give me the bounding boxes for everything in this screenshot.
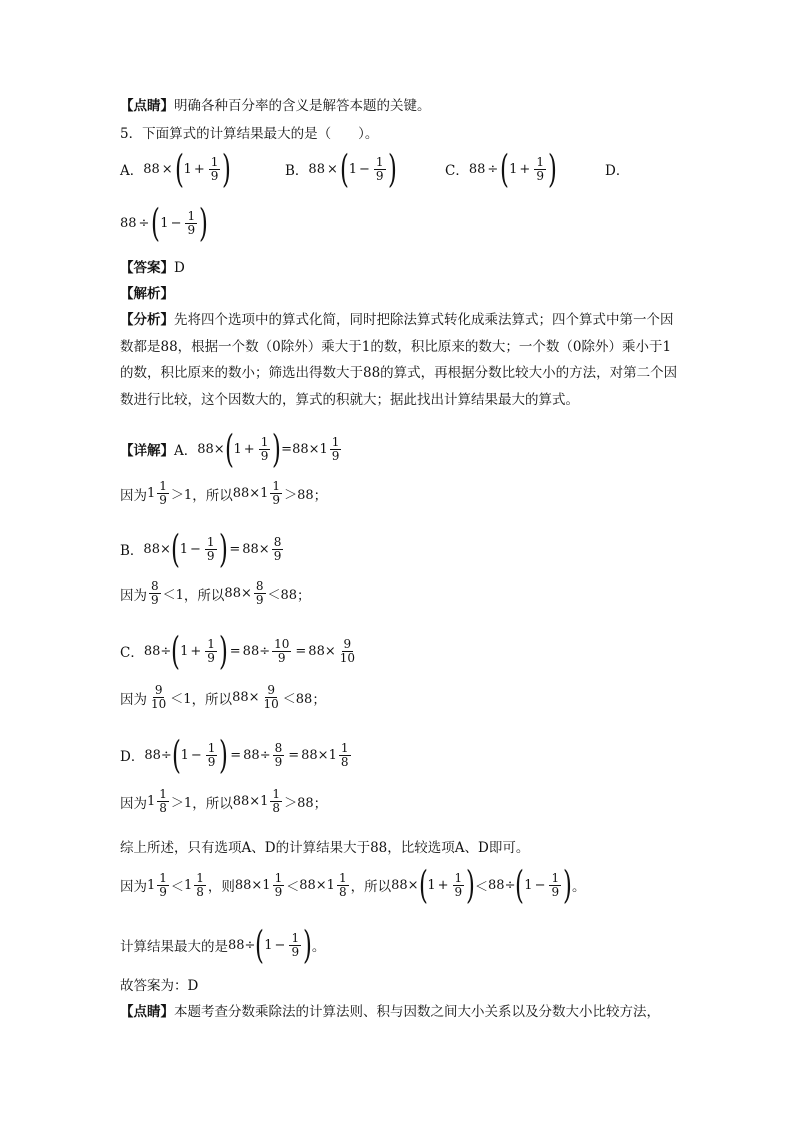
detail-c: C． 88÷ ( 1 + $\frac{1}{9}$ ) = 88÷ $\frac{10}{9}$ = 88× $\frac{9}{10}$ [120,629,356,673]
detail-a-compare: 因为 1 $\frac{1}{9}$ ＞1 ，所以 88×1 $\frac{1}{9}$ ＞88 ； [120,479,328,507]
option-a: A． 88 × ( 1 + $\frac{1}{9}$ ) [120,147,232,191]
note: 【点睛】本题考查分数乘除法的计算法则、积与因数之间大小关系以及分数大小比较方法， [120,1004,660,1020]
answer: 【答案】D [120,260,185,276]
final-answer: 故答案为：D [120,978,199,994]
detail-b-compare: 因为 $\frac{8}{9}$ ＜1 ，所以 88× $\frac{8}{9}$ ＜88 ； [120,579,311,607]
compare-line: 因为 1 $\frac{1}{9}$ ＜ 1 $\frac{1}{8}$ ，则 88×1 $\frac{1}{9}$ ＜ 88×1 $\frac{1}{8}$ ，所以 88× ( 1 + $\frac{1}{9}$ ) ＜ 88÷ ( 1 − $\frac{1}{9}$ ) 。 [120,863,586,907]
prev-note: 【点睛】明确各种百分率的含义是解答本题的关键。 [120,98,431,114]
option-d-expression: 88 ÷ ( 1 − $\frac{1}{9}$ ) [120,201,208,245]
option-c: C． 88 ÷ ( 1 + $\frac{1}{9}$ ) [445,147,557,191]
summary: 综上所述，只有选项A、D的计算结果大于88，比较选项A、D即可。 [120,840,530,856]
detail-b: B． 88× ( 1 − $\frac{1}{9}$ ) = 88× $\frac{8}{9}$ [120,527,282,571]
detail-c-compare: 因为 $\frac{9}{10}$ ＜1 ，所以 88× $\frac{9}{10}$ ＜88 ； [120,683,326,711]
analysis-heading: 【解析】 [120,286,174,302]
options-row [120,147,640,191]
option-d-label: D． [605,163,630,179]
question-5: 5．下面算式的计算结果最大的是（ ）。 [120,126,379,142]
analysis-paragraph: 【分析】先将四个选项中的算式化简，同时把除法算式转化成乘法算式；四个算式中第一个因数都是88，根据一个数（0除外）乘大于1的数，积比原来的数大；一个数（0除外）乘小于1的数，积比原来的数小；筛选出得数大于88的算式，再根据分数比较大小的方法，对第二个因数进行比较，这个因数大的，算式的积就大；据此找出计算结果最大的算式。 [120,312,678,408]
detail-d-compare: 因为 1 $\frac{1}{8}$ ＞1 ，所以 88×1 $\frac{1}{8}$ ＞88 ； [120,787,328,815]
option-b: B． 88 × ( 1 − $\frac{1}{9}$ ) [285,147,397,191]
detail-d: D． 88÷ ( 1 − $\frac{1}{9}$ ) = 88÷ $\frac{8}{9}$ = 88×1 $\frac{1}{8}$ [120,733,349,777]
result-line: 计算结果最大的是 88÷ ( 1 − $\frac{1}{9}$ ) 。 [120,923,326,967]
detail-a: 【详解】 A． 88× ( 1 + $\frac{1}{9}$ ) =88×1 $\frac{1}{9}$ [120,427,340,471]
